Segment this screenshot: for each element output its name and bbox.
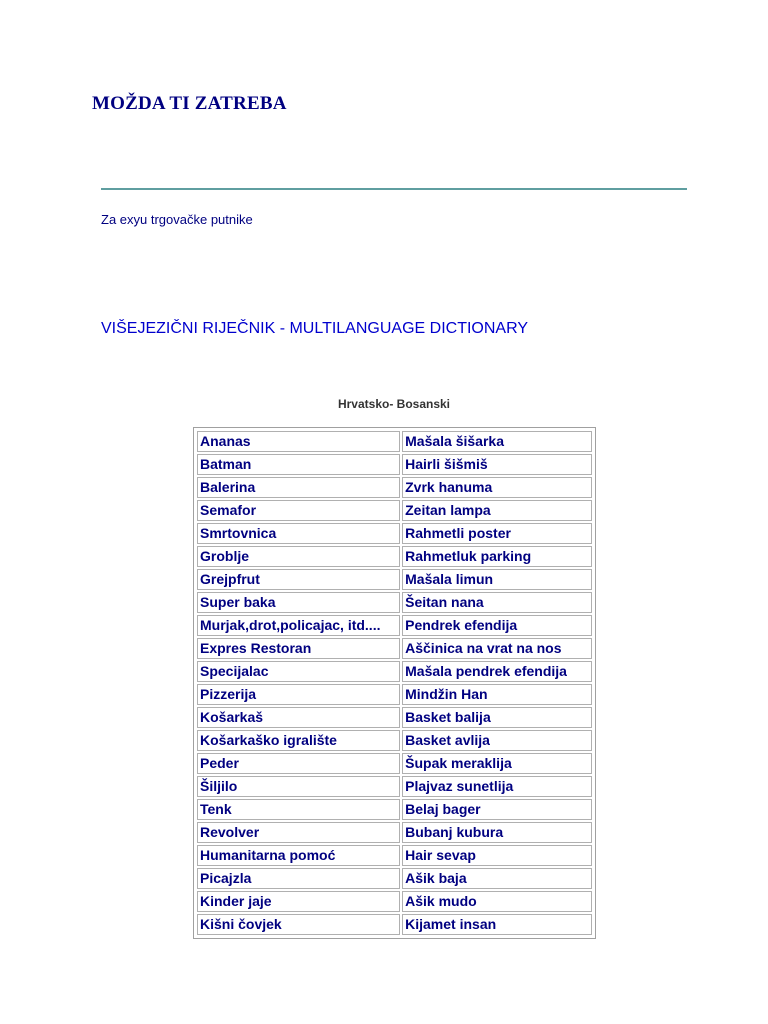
bosnian-term: Aščinica na vrat na nos [402,638,592,659]
bosnian-term: Ašik mudo [402,891,592,912]
croatian-term: Smrtovnica [197,523,400,544]
table-row [197,730,592,751]
dictionary-title: VIŠEJEZIČNI RIJEČNIK - MULTILANGUAGE DICTIONARY [101,320,529,337]
croatian-term: Peder [197,753,400,774]
table-row [197,707,592,728]
table-row [197,822,592,843]
croatian-term: Picajzla [197,868,400,889]
bosnian-term: Mindžin Han [402,684,592,705]
page-heading: MOŽDA TI ZATREBA [92,93,287,114]
croatian-term: Murjak,drot,policajac, itd.... [197,615,400,636]
bosnian-term: Zvrk hanuma [402,477,592,498]
table-row [197,546,592,567]
croatian-term: Grejpfrut [197,569,400,590]
table-row [197,569,592,590]
croatian-term: Balerina [197,477,400,498]
table-row [197,753,592,774]
bosnian-term: Basket balija [402,707,592,728]
table-caption: Hrvatsko- Bosanski [337,397,451,411]
bosnian-term: Basket avlija [402,730,592,751]
dictionary-table-body [197,431,592,935]
table-row [197,638,592,659]
croatian-term: Expres Restoran [197,638,400,659]
croatian-term: Pizzerija [197,684,400,705]
table-row [197,523,592,544]
bosnian-term: Rahmetli poster [402,523,592,544]
table-row [197,868,592,889]
bosnian-term: Belaj bager [402,799,592,820]
croatian-term: Groblje [197,546,400,567]
croatian-term: Ananas [197,431,400,452]
croatian-term: Kinder jaje [197,891,400,912]
dictionary-table [193,427,596,939]
table-row [197,845,592,866]
table-row [197,500,592,521]
bosnian-term: Bubanj kubura [402,822,592,843]
bosnian-term: Mašala limun [402,569,592,590]
croatian-term: Tenk [197,799,400,820]
croatian-term: Semafor [197,500,400,521]
table-row [197,477,592,498]
croatian-term: Revolver [197,822,400,843]
bosnian-term: Mašala pendrek efendija [402,661,592,682]
bosnian-term: Mašala šišarka [402,431,592,452]
table-row [197,891,592,912]
horizontal-divider [101,188,687,190]
table-row [197,799,592,820]
table-row [197,431,592,452]
table-row [197,592,592,613]
croatian-term: Košarkaš [197,707,400,728]
table-row [197,454,592,475]
bosnian-term: Šeitan nana [402,592,592,613]
croatian-term: Super baka [197,592,400,613]
bosnian-term: Ašik baja [402,868,592,889]
table-row [197,776,592,797]
subtitle-text: Za exyu trgovačke putnike [101,212,253,227]
croatian-term: Košarkaško igralište [197,730,400,751]
croatian-term: Specijalac [197,661,400,682]
bosnian-term: Hair sevap [402,845,592,866]
table-row [197,684,592,705]
croatian-term: Batman [197,454,400,475]
croatian-term: Kišni čovjek [197,914,400,935]
bosnian-term: Kijamet insan [402,914,592,935]
table-row [197,914,592,935]
bosnian-term: Hairli šišmiš [402,454,592,475]
croatian-term: Šiljilo [197,776,400,797]
bosnian-term: Pendrek efendija [402,615,592,636]
croatian-term: Humanitarna pomoć [197,845,400,866]
bosnian-term: Zeitan lampa [402,500,592,521]
table-row [197,615,592,636]
table-row [197,661,592,682]
bosnian-term: Rahmetluk parking [402,546,592,567]
bosnian-term: Šupak meraklija [402,753,592,774]
bosnian-term: Plajvaz sunetlija [402,776,592,797]
